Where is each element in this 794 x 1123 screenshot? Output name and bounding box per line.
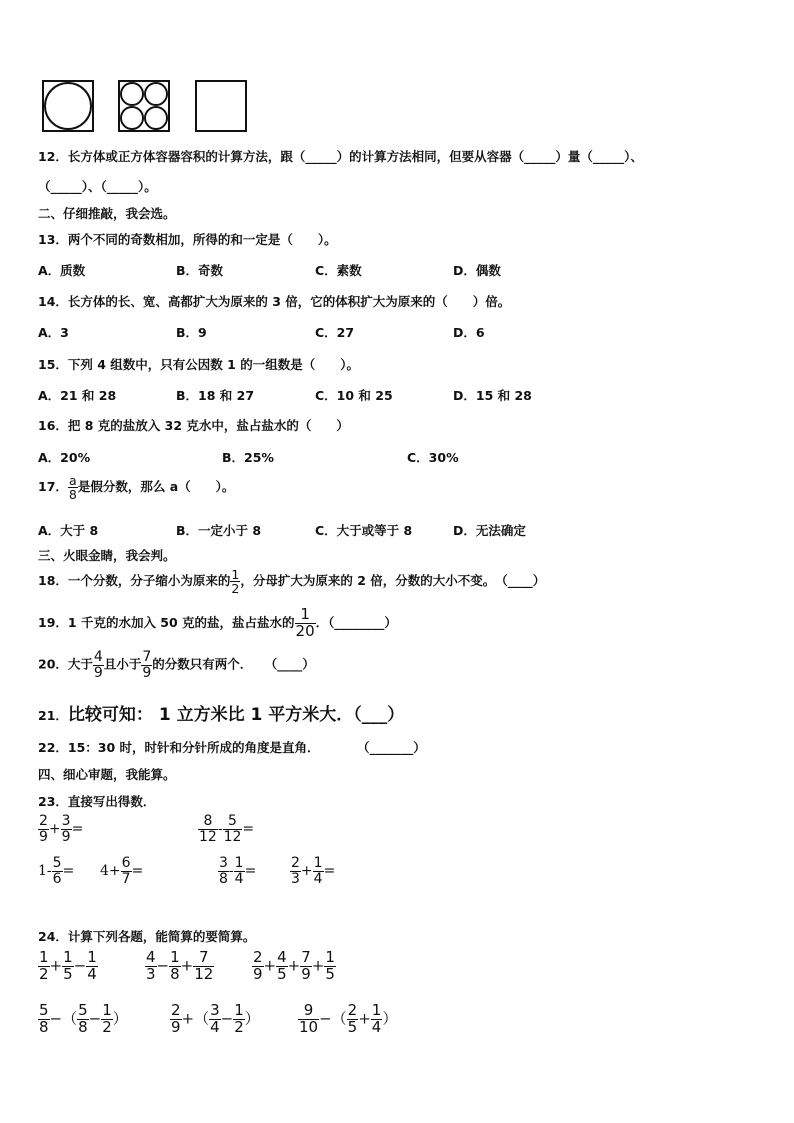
square-with-four-circles-figure <box>118 80 170 132</box>
question-24-stem: 24．计算下列各题，能简算的要简算。 <box>38 929 256 944</box>
equals-sign: = <box>131 863 144 880</box>
fraction <box>371 1003 383 1036</box>
expr-24-4 <box>38 1003 128 1036</box>
fraction-7-over-9 <box>141 650 152 680</box>
question-17-number: 17． <box>38 479 68 495</box>
fraction <box>298 1003 319 1036</box>
question-18 <box>38 568 545 595</box>
denominator: 8 <box>170 964 180 983</box>
four-circles-in-square-icon <box>120 82 168 130</box>
expr-2-9-plus-3-9 <box>38 814 83 844</box>
numerator: 1 <box>371 1001 382 1019</box>
numerator: 5 <box>39 1001 49 1019</box>
fraction-1-over-2 <box>230 568 240 595</box>
question-14-option-a[interactable]: A．3 <box>38 325 69 340</box>
operator: + <box>49 956 63 975</box>
question-14-option-c[interactable]: C．27 <box>315 325 355 340</box>
equals-sign: = <box>71 821 84 838</box>
fraction <box>170 1003 182 1036</box>
question-17-option-c[interactable]: C．大于或等于 8 <box>315 523 413 538</box>
question-20-post: 的分数只有两个． （____） <box>152 656 315 672</box>
numerator: 1 <box>87 948 97 966</box>
operator: + <box>287 956 301 975</box>
numerator: 2 <box>291 855 300 871</box>
operator: + <box>263 956 277 975</box>
fraction-numerator: 4 <box>93 649 103 665</box>
fraction-1-over-20 <box>295 607 316 640</box>
question-21-text: 比较可知： 1 立方米比 1 平方米大．（___） <box>67 705 405 725</box>
operator: +（ <box>181 1009 210 1028</box>
close-paren: ） <box>244 1009 260 1028</box>
numerator: 5 <box>78 1001 88 1019</box>
question-14-option-b[interactable]: B．9 <box>176 325 207 340</box>
operator: + <box>300 863 313 880</box>
expr-2-3-plus-1-4 <box>290 856 335 886</box>
fraction <box>193 950 214 983</box>
question-16-option-a[interactable]: A．20% <box>38 450 91 465</box>
numerator: 7 <box>193 950 214 967</box>
numerator: 9 <box>298 1003 319 1020</box>
question-20-pre: 20．大于 <box>38 656 93 672</box>
denominator: 10 <box>299 1017 319 1036</box>
question-20 <box>38 650 315 680</box>
question-21 <box>38 700 404 725</box>
denominator: 9 <box>301 964 311 983</box>
question-14-option-d[interactable]: D．6 <box>453 325 485 340</box>
denominator: 4 <box>234 870 244 887</box>
denominator: 5 <box>63 964 73 983</box>
question-17-stem <box>38 474 234 501</box>
numerator: 3 <box>61 813 71 829</box>
operator: − <box>88 1009 102 1028</box>
operator: − <box>156 956 170 975</box>
fraction <box>38 814 49 844</box>
fraction-denominator: 8 <box>68 487 77 503</box>
numerator: 1 <box>325 948 335 966</box>
leading-term: 1- <box>38 863 52 880</box>
denominator: 8 <box>39 1017 49 1036</box>
numerator: 1 <box>39 948 49 966</box>
operator: - <box>228 863 234 880</box>
fraction-denominator: 2 <box>231 581 240 597</box>
numerator: 3 <box>219 855 228 871</box>
denominator: 7 <box>121 870 131 887</box>
fraction <box>347 1003 359 1036</box>
equals-sign: = <box>244 863 257 880</box>
expr-24-5 <box>170 1003 260 1036</box>
fraction <box>38 950 50 983</box>
operator: + <box>48 821 61 838</box>
operator: + <box>180 956 194 975</box>
denominator: 2 <box>234 1017 244 1036</box>
denominator: 2 <box>39 964 49 983</box>
denominator: 5 <box>325 964 335 983</box>
fraction-a-over-8 <box>68 474 78 501</box>
question-17-text: 是假分数，那么 a（ ）。 <box>77 479 235 495</box>
fraction-denominator: 20 <box>295 621 315 640</box>
operator: −（ <box>49 1009 78 1028</box>
equals-sign: = <box>62 863 75 880</box>
expr-4-plus-6-7 <box>100 856 143 886</box>
fraction <box>62 950 74 983</box>
fraction <box>324 950 336 983</box>
fraction <box>169 950 181 983</box>
question-23-stem: 23．直接写出得数． <box>38 794 156 809</box>
operator: + <box>311 956 325 975</box>
fraction <box>276 950 288 983</box>
denominator: 5 <box>347 1017 358 1036</box>
denominator: 4 <box>371 1017 382 1036</box>
numerator: 5 <box>52 855 62 871</box>
denominator: 9 <box>253 964 263 983</box>
fraction-4-over-9 <box>93 650 104 680</box>
expr-3-8-minus-1-4 <box>218 856 256 886</box>
denominator: 4 <box>313 870 323 887</box>
numerator: 6 <box>121 855 131 871</box>
fraction <box>290 856 301 886</box>
numerator: 2 <box>347 1001 358 1019</box>
numerator: 1 <box>313 855 323 871</box>
numerator: 1 <box>63 948 73 966</box>
denominator: 9 <box>39 828 48 845</box>
question-19-pre: 19．1 千克的水加入 50 克的盐，盐占盐水的 <box>38 614 295 630</box>
section-3-heading: 三、火眼金睛，我会判。 <box>38 548 176 563</box>
circle-in-square-icon <box>44 82 92 130</box>
equals-sign: = <box>323 863 336 880</box>
section-2-heading: 二、仔细推敲，我会选。 <box>38 206 176 221</box>
question-21-number: 21． <box>38 708 68 723</box>
question-16-option-b[interactable]: B．25% <box>222 450 274 465</box>
fraction-numerator: a <box>69 473 77 488</box>
fraction <box>121 856 132 886</box>
question-13-option-d[interactable]: D．偶数 <box>453 263 501 278</box>
denominator: 12 <box>223 828 242 845</box>
fraction <box>300 950 312 983</box>
denominator: 3 <box>291 870 300 887</box>
denominator: 5 <box>277 964 287 983</box>
question-15-option-a[interactable]: A．21 和 28 <box>38 388 117 403</box>
expr-24-2 <box>145 950 214 983</box>
fraction <box>313 856 324 886</box>
question-13-option-c[interactable]: C．素数 <box>315 263 362 278</box>
denominator: 12 <box>194 964 214 983</box>
denominator: 9 <box>171 1017 181 1036</box>
fraction <box>198 814 218 844</box>
question-13-option-a[interactable]: A．质数 <box>38 263 86 278</box>
operator: - <box>217 821 223 838</box>
question-19 <box>38 607 397 640</box>
question-15-option-b[interactable]: B．18 和 27 <box>176 388 255 403</box>
fraction <box>223 814 243 844</box>
question-18-pre: 18．一个分数，分子缩小为原来的 <box>38 573 231 589</box>
question-12-line1: 12．长方体或正方体容器容积的计算方法，跟（_____）的计算方法相同，但要从容器（_____）量（_____）、 <box>38 149 643 164</box>
denominator: 8 <box>219 870 228 887</box>
fraction <box>52 856 63 886</box>
fraction <box>252 950 264 983</box>
numerator: 3 <box>210 1001 220 1019</box>
fraction <box>86 950 98 983</box>
section-4-heading: 四、细心审题，我能算。 <box>38 767 176 782</box>
question-13-option-b[interactable]: B．奇数 <box>176 263 224 278</box>
square-with-circle-figure <box>42 80 94 132</box>
question-15-option-c[interactable]: C．10 和 25 <box>315 388 393 403</box>
denominator: 8 <box>78 1017 88 1036</box>
question-13-stem: 13．两个不同的奇数相加，所得的和一定是（ ）。 <box>38 232 337 247</box>
fraction <box>218 856 229 886</box>
operator: − <box>220 1009 234 1028</box>
expr-8-12-minus-5-12 <box>198 814 254 844</box>
fraction <box>145 950 157 983</box>
question-20-mid: 且小于 <box>103 656 142 672</box>
denominator: 6 <box>52 870 62 887</box>
question-16-stem: 16．把 8 克的盐放入 32 克水中，盐占盐水的（ ） <box>38 418 349 433</box>
question-16-option-c[interactable]: C．30% <box>407 450 459 465</box>
question-18-post: ，分母扩大为原来的 2 倍，分数的大小不变。 （____） <box>240 573 546 589</box>
question-15-stem: 15．下列 4 组数中，只有公因数 1 的一组数是（ ）。 <box>38 357 359 372</box>
fraction-numerator: 1 <box>295 607 316 624</box>
question-15-option-d[interactable]: D．15 和 28 <box>453 388 532 403</box>
expr-24-6 <box>298 1003 397 1036</box>
numerator: 2 <box>39 813 48 829</box>
question-17-option-a[interactable]: A．大于 8 <box>38 523 99 538</box>
fraction <box>234 856 245 886</box>
fraction-denominator: 9 <box>142 664 152 681</box>
fraction <box>77 1003 89 1036</box>
fraction <box>233 1003 245 1036</box>
fraction <box>209 1003 221 1036</box>
question-17-option-b[interactable]: B．一定小于 8 <box>176 523 262 538</box>
numerator: 8 <box>198 814 218 830</box>
close-paren: ） <box>382 1009 398 1028</box>
numerator: 1 <box>102 1001 112 1019</box>
denominator: 12 <box>199 828 217 845</box>
denominator: 4 <box>87 964 97 983</box>
numerator: 2 <box>253 948 263 966</box>
numerator: 1 <box>170 948 180 966</box>
denominator: 4 <box>210 1017 220 1036</box>
question-19-post: ．（________） <box>315 614 397 630</box>
fraction-numerator: 1 <box>231 567 240 582</box>
numerator: 1 <box>234 855 244 871</box>
denominator: 9 <box>61 828 71 845</box>
equals-sign: = <box>242 821 255 838</box>
fraction <box>38 1003 50 1036</box>
numerator: 4 <box>277 948 287 966</box>
fraction <box>101 1003 113 1036</box>
close-paren: ） <box>112 1009 128 1028</box>
expr-24-3 <box>252 950 336 983</box>
numerator: 2 <box>171 1001 181 1019</box>
expr-24-1 <box>38 950 98 983</box>
operator: + <box>358 1009 371 1028</box>
fraction <box>61 814 72 844</box>
expr-1-minus-5-6 <box>38 856 74 886</box>
operator: − <box>73 956 87 975</box>
numerator: 4 <box>146 948 156 966</box>
empty-square-figure <box>195 80 247 132</box>
fraction-numerator: 7 <box>142 649 152 665</box>
question-14-stem: 14．长方体的长、宽、高都扩大为原来的 3 倍，它的体积扩大为原来的（ ）倍。 <box>38 294 511 309</box>
numerator: 5 <box>223 814 243 830</box>
leading-term: 4+ <box>100 863 121 880</box>
question-12-line2: （_____）、（_____）。 <box>38 179 157 194</box>
operator: −（ <box>319 1009 347 1028</box>
denominator: 2 <box>102 1017 112 1036</box>
fraction-denominator: 9 <box>93 664 103 681</box>
question-17-option-d[interactable]: D．无法确定 <box>453 523 526 538</box>
numerator: 7 <box>301 948 311 966</box>
question-22: 22．15：30 时，时针和分针所成的角度是直角． （_______） <box>38 740 426 755</box>
denominator: 3 <box>146 964 156 983</box>
numerator: 1 <box>234 1001 244 1019</box>
